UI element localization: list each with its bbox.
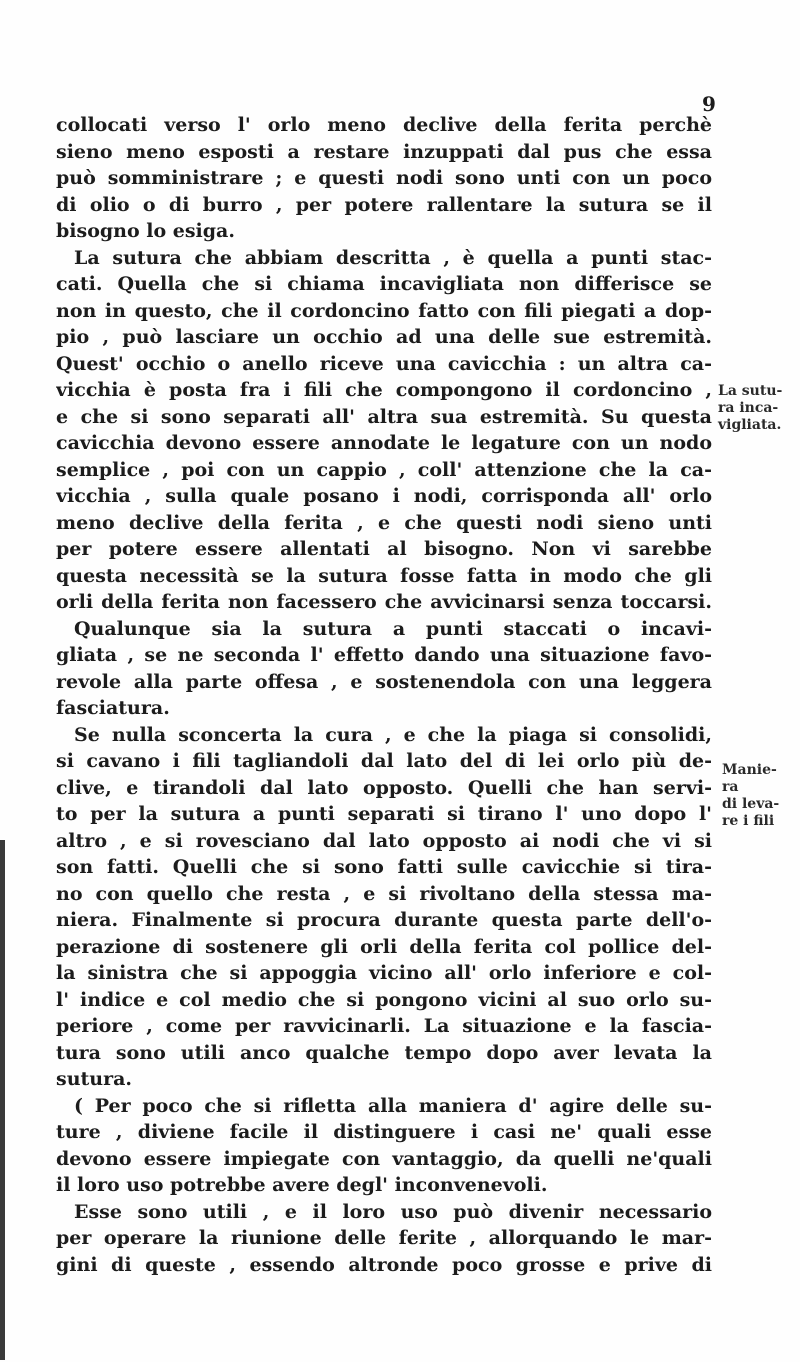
text-line: cavicchia devono essere annodate le legature con un nodo xyxy=(56,432,712,454)
margin-note-line: La sutu- ra inca- vigliata. xyxy=(718,383,783,433)
text-column xyxy=(56,112,712,1278)
text-line: Qualunque sia la sutura a punti staccati o incavi- xyxy=(74,617,712,640)
text-line: semplice , poi con un cappio , coll' attenzione che la ca- xyxy=(56,458,712,481)
text-line: no con quello che resta , e si rivoltano della stessa ma- xyxy=(56,882,712,905)
text-line: la sinistra che si appoggia vicino all' orlo inferiore e col- xyxy=(56,962,712,984)
text-line: pio , può lasciare un occhio ad una delle sue estremità. xyxy=(56,326,712,348)
text-line: bisogno lo esiga. xyxy=(56,220,235,242)
text-line: può somministrare ; e questi nodi sono unti con un poco xyxy=(56,167,712,189)
text-line: Quest' occhio o anello riceve una cavicchia : un altra ca- xyxy=(56,352,712,375)
text-line: si cavano i fili tagliandoli dal lato del di lei orlo più de- xyxy=(56,750,712,772)
text-line: to per la sutura a punti separati si tirano l' uno dopo l' xyxy=(56,803,712,825)
text-line: questa necessità se la sutura fosse fatta in modo che gli xyxy=(56,564,712,587)
page-edge-shadow xyxy=(0,840,5,1360)
text-line: clive, e tirandoli dal lato opposto. Quelli che han servi- xyxy=(56,776,712,799)
text-line: son fatti. Quelli che si sono fatti sulle cavicchie si tira- xyxy=(56,856,712,878)
text-line: cati. Quella che si chiama incavigliata non differisce se xyxy=(56,273,712,295)
text-line: revole alla parte offesa , e sostenendola con una leggera xyxy=(56,670,712,693)
text-line: gini di queste , essendo altronde poco grosse e prive di xyxy=(56,1253,712,1276)
text-line: perazione di sostenere gli orli della ferita col pollice del- xyxy=(56,935,712,958)
text-line: Esse sono utili , e il loro uso può divenir necessario xyxy=(74,1200,712,1223)
text-line: sieno meno esposti a restare inzuppati dal pus che essa xyxy=(56,140,712,163)
margin-note-sutura-incavigliata xyxy=(718,383,782,434)
text-line: periore , come per ravvicinarli. La situazione e la fascia- xyxy=(56,1015,712,1037)
text-line: orli della ferita non facessero che avvicinarsi senza toccarsi. xyxy=(56,591,712,613)
text-line: ture , diviene facile il distinguere i casi ne' quali esse xyxy=(56,1121,712,1143)
text-line: gliata , se ne seconda l' effetto dando una situazione favo- xyxy=(56,644,712,666)
text-line: collocati verso l' orlo meno declive della ferita perchè xyxy=(56,114,712,136)
text-line: per operare la riunione delle ferite , allorquando le mar- xyxy=(56,1227,712,1249)
text-line: l' indice e col medio che si pongono vicini al suo orlo su- xyxy=(56,988,712,1011)
text-line: niera. Finalmente si procura durante questa parte dell'o- xyxy=(56,909,712,931)
text-line: devono essere impiegate con vantaggio, da quelli ne'quali xyxy=(56,1147,712,1170)
text-line: La sutura che abbiam descritta , è quella a punti stac- xyxy=(74,246,712,269)
text-line: il loro uso potrebbe avere degl' inconvenevoli. xyxy=(56,1174,548,1196)
text-line: tura sono utili anco qualche tempo dopo aver levata la xyxy=(56,1041,712,1064)
text-line: meno declive della ferita , e che questi nodi sieno unti xyxy=(56,511,712,534)
text-line: altro , e si rovesciano dal lato opposto ai nodi che vi si xyxy=(56,829,712,852)
text-line: ( Per poco che si rifletta alla maniera d' agire delle su- xyxy=(74,1094,712,1117)
margin-note-line: Manie- ra di leva- re i fili xyxy=(722,762,780,829)
text-line: e che si sono separati all' altra sua estremità. Su questa xyxy=(56,405,712,428)
text-line: fasciatura. xyxy=(56,697,170,719)
margin-note-levare-fili xyxy=(722,762,779,830)
text-line: non in questo, che il cordoncino fatto con fili piegati a dop- xyxy=(56,299,712,322)
text-line: vicchia , sulla quale posano i nodi, corrisponda all' orlo xyxy=(56,485,712,507)
text-line: Se nulla sconcerta la cura , e che la piaga si consolidi, xyxy=(74,723,712,746)
text-line: sutura. xyxy=(56,1068,133,1090)
page-number: 9 xyxy=(702,92,716,116)
text-line: per potere essere allentati al bisogno. Non vi sarebbe xyxy=(56,538,712,560)
text-line: di olio o di burro , per potere rallentare la sutura se il xyxy=(56,193,712,216)
text-line: vicchia è posta fra i fili che compongono il cordoncino , xyxy=(56,379,712,401)
